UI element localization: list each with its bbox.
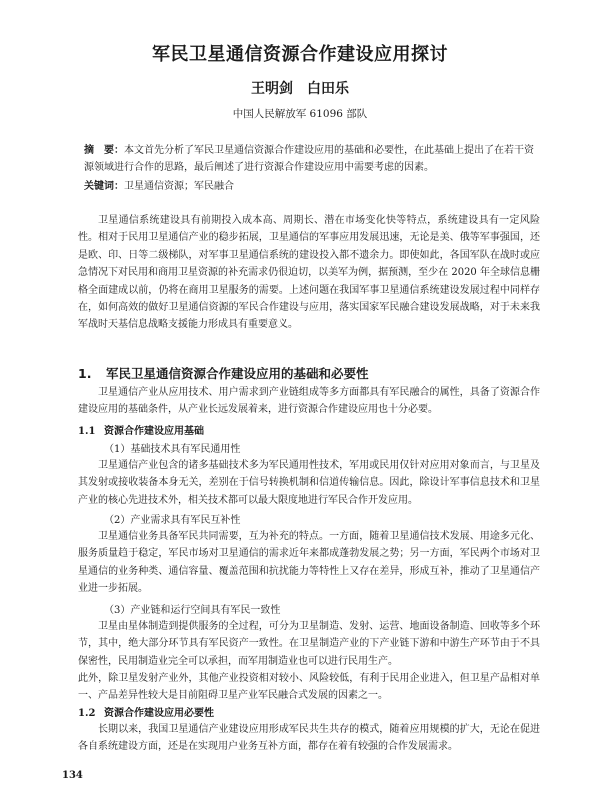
paper-authors: 王明剑 白田乐 [251, 81, 349, 97]
section-1-number: 1. [78, 366, 92, 381]
subsection-1-2-text: 长期以来，我国卫星通信产业建设应用形成军民共生共存的模式，随着应用规模的扩大，无论在促进各自系统建设方面，还是在实现用户业务互补方面，都存在着有较强的合作发展需求。 [78, 724, 540, 753]
subsection-1-1-number: 1.1 [78, 426, 96, 437]
section-1-heading [78, 364, 540, 382]
abstract-label: 摘 要： [84, 145, 124, 156]
keywords-text: 卫星通信资源；军民融合 [124, 181, 234, 192]
subsection-1-2-heading [78, 704, 540, 719]
item-3-text: 卫星由星体制造到提供服务的全过程，可分为卫星制造、发射、运营、地面设备制造、回收等多个环节，其中，绝大部分环节具有军民资产一致性。在卫星制造产业的下产业链下游和中游生产环节由于不具保密性，民用制造业完全可以承担，而军用制造业也可以进行民用生产。 [78, 621, 540, 667]
section-1-title: 军民卫星通信资源合作建设应用的基础和必要性 [106, 366, 369, 381]
item-3-extra: 此外，除卫星发射产业外，其他产业投资相对较小、风险较低，有利于民用企业进入，但卫星产品相对单一、产品差异性较大是目前阻碍卫星产业军民融合式发展的因素之一。 [78, 673, 540, 702]
paper-affiliation: 中国人民解放军 61096 部队 [232, 108, 368, 120]
subsection-1-1-title: 资源合作建设应用基础 [104, 426, 204, 437]
subsection-1-2-title: 资源合作建设应用必要性 [104, 708, 214, 719]
abstract [84, 142, 536, 176]
item-3-heading: （3）产业链和运行空间具有军民一致性 [104, 605, 281, 616]
abstract-text: 本文首先分析了军民卫星通信资源合作建设应用的基础和必要性，在此基础上提出了在若干资源领域进行合作的思路，最后阐述了进行资源合作建设应用中需要考虑的因素。 [84, 145, 534, 173]
keywords-label: 关键词： [84, 181, 124, 192]
keywords [84, 178, 536, 195]
section-1-intro: 卫星通信产业从应用技术、用户需求到产业链组成等多方面都具有军民融合的属性，具备了资源合作建设应用的基础条件，从产业长远发展着来，进行资源合作建设应用也十分必要。 [78, 387, 540, 416]
item-1-text: 卫星通信产业包含的诸多基础技术多为军民通用性技术，军用或民用仅针对应用对象而言，与卫星及其发射或接收装备本身无关，差别在于信号转换机制和信道传输信息。因此，除设计军事信息技术和卫星产业的核心先进技术外，相关技术都可以最大限度地进行军民合作开发应用。 [78, 460, 540, 506]
item-2-text: 卫星通信业务具备军民共同需要，互为补充的特点。一方面，随着卫星通信技术发展、用途多元化、服务质量趋于稳定，军民市场对卫星通信的需求近年来都成蓬勃发展之势；另一方面，军民两个市场对卫星通信的业务种类、通信容量、覆盖范围和抗扰能力等特性上又存在差异，形成互补，推动了卫星通信产业进一步拓展。 [78, 531, 540, 595]
page-number: 134 [62, 770, 83, 781]
item-2-heading: （2）产业需求具有军民互补性 [104, 515, 241, 526]
item-1-heading: （1）基础技术具有军民通用性 [104, 444, 241, 455]
intro-paragraph: 卫星通信系统建设具有前期投入成本高、周期长、潜在市场变化快等特点，系统建设具有一定风险性。相对于民用卫星通信产业的稳步拓展，卫星通信的军事应用发展迅速，无论是美、俄等军事强国，还是欧、印、日等二级梯队，对军事卫星通信系统的建设投入都不遗余力。即使如此，各国军队在战时或应急情况下对民用和商用卫星资源的补充需求仍很迫切，以美军为例，据预测，至少在 2020 年全球信息栅格全面建成以前，仍将在商用卫星服务的需要。上述问题在我国军事卫星通信系统建设发展过程中同样存在，如何高效的做好卫星通信资源的军民合作建设与应用，落实国家军民融合建设发展战略，对于未来我军战时天基信息战略支援能力形成具有重要意义。 [78, 215, 540, 331]
subsection-1-2-number: 1.2 [78, 708, 96, 719]
subsection-1-1-heading [78, 422, 540, 437]
paper-title: 军民卫星通信资源合作建设应用探讨 [152, 44, 448, 65]
